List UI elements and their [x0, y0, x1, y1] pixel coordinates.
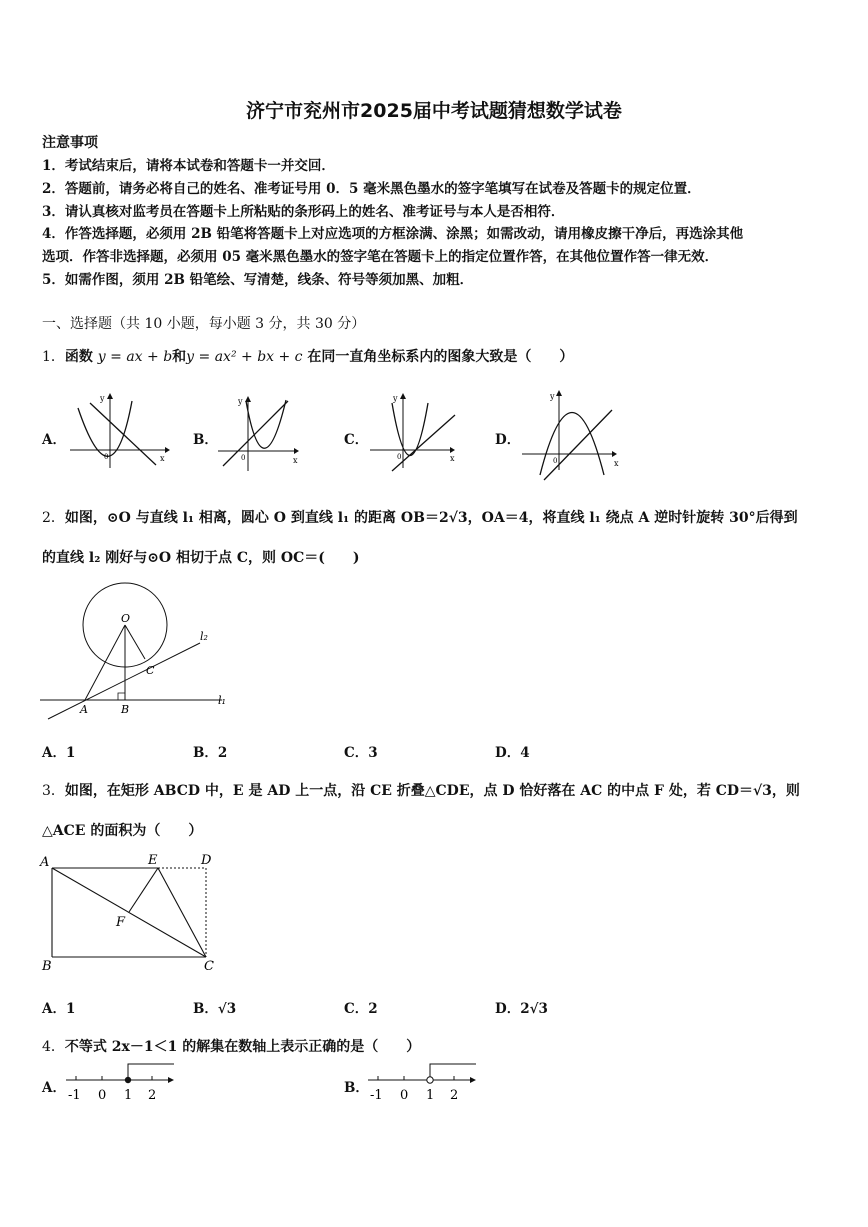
- tick-label: 2: [450, 1088, 459, 1103]
- label-c: C: [204, 959, 214, 974]
- q3-option-d: D．2√3: [495, 1001, 548, 1017]
- question-number: 4．: [42, 1039, 65, 1055]
- q1-option-b: B．: [193, 432, 218, 448]
- axis-x-label: x: [614, 459, 619, 468]
- section-heading: 一、选择题（共 10 小题，每小题 3 分，共 30 分）: [42, 316, 366, 332]
- origin-label: 0: [397, 453, 402, 461]
- tick-label: 0: [98, 1088, 107, 1103]
- question-number: 3．: [42, 783, 65, 799]
- q3-option-a: A．1: [42, 1001, 76, 1017]
- q1-formula-quadratic: y = ax² + bx + c: [186, 349, 303, 365]
- q2-option-a: A．1: [42, 745, 76, 761]
- q1-option-a: A．: [42, 432, 66, 448]
- tick-label: 0: [400, 1088, 409, 1103]
- q3-option-b: B．√3: [193, 1001, 237, 1017]
- question-3: [42, 780, 800, 800]
- notice-rule-5: 5．如需作图，须用 2B 铅笔绘、写清楚，线条、符号等须加黑、加粗．: [42, 272, 474, 288]
- q1-formula-linear: y = ax + b: [97, 349, 173, 365]
- origin-label: 0: [241, 454, 246, 462]
- q2-line1: 如图，⊙O 与直线 l₁ 相离，圆心 O 到直线 l₁ 的距离 OB＝2√3，OA＝4，将直线 l₁ 绕点 A 逆时针旋转 30°后得到: [64, 510, 798, 526]
- q1-option-d: D．: [495, 432, 521, 448]
- q4-option-a: A．: [42, 1080, 66, 1096]
- notice-rule-4: 4．作答选择题，必须用 2B 铅笔将答题卡上对应选项的方框涂满、涂黑；如需改动，请用橡皮擦干净后，再选涂其他: [42, 226, 744, 242]
- question-number: 1．: [42, 349, 65, 365]
- q2-figure: [40, 578, 240, 718]
- notice-rule-4-cont: 选项．作答非选择题，必须用 05 毫米黑色墨水的签字笔在答题卡上的指定位置作答，在其他位置作答一律无效．: [42, 249, 719, 265]
- q1-post: 在同一直角坐标系内的图象大致是（ ）: [307, 349, 574, 365]
- axis-y-label: y: [238, 397, 243, 406]
- q4-number-line-a: [66, 1062, 178, 1104]
- q1-pre: 函数: [64, 349, 93, 365]
- page-title: 济宁市兖州市2025届中考试题猜想数学试卷: [246, 100, 622, 122]
- label-o: O: [121, 612, 131, 625]
- question-1: [42, 346, 573, 366]
- axis-y-label: y: [550, 392, 555, 401]
- q2-option-c: C．3: [344, 745, 378, 761]
- tick-label: 1: [124, 1088, 133, 1103]
- q1-graph-b: [218, 396, 300, 471]
- q3-figure: [38, 850, 218, 975]
- q1-graph-d: [522, 390, 622, 470]
- q1-graph-a: [70, 393, 170, 468]
- question-2-cont: 的直线 l₂ 刚好与⊙O 相切于点 C，则 OC＝( ): [42, 550, 360, 566]
- label-l2: l₂: [200, 630, 208, 643]
- q4-text: 不等式 2x－1＜1 的解集在数轴上表示正确的是（ ）: [64, 1039, 421, 1055]
- label-l1: l₁: [218, 694, 226, 707]
- axis-x-label: x: [293, 456, 298, 465]
- q1-graph-c: [370, 393, 458, 468]
- notice-rule-2: 2．答题前，请务必将自己的姓名、准考证号用 0．5 毫米黑色墨水的签字笔填写在试卷及答题卡的规定位置．: [42, 181, 701, 197]
- axis-x-label: x: [160, 454, 165, 463]
- label-d: D: [201, 853, 212, 868]
- q3-line1: 如图，在矩形 ABCD 中，E 是 AD 上一点，沿 CE 折叠△CDE，点 D 恰好落在 AC 的中点 F 处，若 CD＝√3，则: [64, 783, 800, 799]
- q2-option-d: D．4: [495, 745, 530, 761]
- question-4: [42, 1036, 420, 1056]
- q1-mid: 和: [172, 349, 187, 365]
- axis-y-label: y: [100, 394, 105, 403]
- label-c: C: [146, 664, 155, 677]
- question-2: [42, 507, 798, 527]
- tick-label: 2: [148, 1088, 157, 1103]
- label-b: B: [121, 703, 130, 716]
- q3-option-c: C．2: [344, 1001, 378, 1017]
- axis-y-label: y: [393, 394, 398, 403]
- tick-label: -1: [68, 1088, 81, 1103]
- origin-label: 0: [104, 453, 109, 461]
- label-a: A: [80, 703, 88, 716]
- notice-heading: 注意事项: [42, 135, 98, 151]
- q1-option-c: C．: [344, 432, 369, 448]
- question-number: 2．: [42, 510, 65, 526]
- tick-label: 1: [426, 1088, 435, 1103]
- notice-rule-1: 1．考试结束后，请将本试卷和答题卡一并交回．: [42, 158, 335, 174]
- label-f: F: [116, 915, 126, 930]
- label-e: E: [148, 853, 158, 868]
- q2-option-b: B．2: [193, 745, 228, 761]
- notice-rule-3: 3．请认真核对监考员在答题卡上所粘贴的条形码上的姓名、准考证号与本人是否相符．: [42, 204, 565, 220]
- q4-number-line-b: [368, 1062, 480, 1104]
- label-b: B: [42, 959, 52, 974]
- question-3-cont: △ACE 的面积为（ ）: [42, 823, 203, 839]
- label-a: A: [40, 855, 50, 870]
- q4-option-b: B．: [344, 1080, 369, 1096]
- origin-label: 0: [553, 457, 558, 465]
- axis-x-label: x: [450, 454, 455, 463]
- tick-label: -1: [370, 1088, 383, 1103]
